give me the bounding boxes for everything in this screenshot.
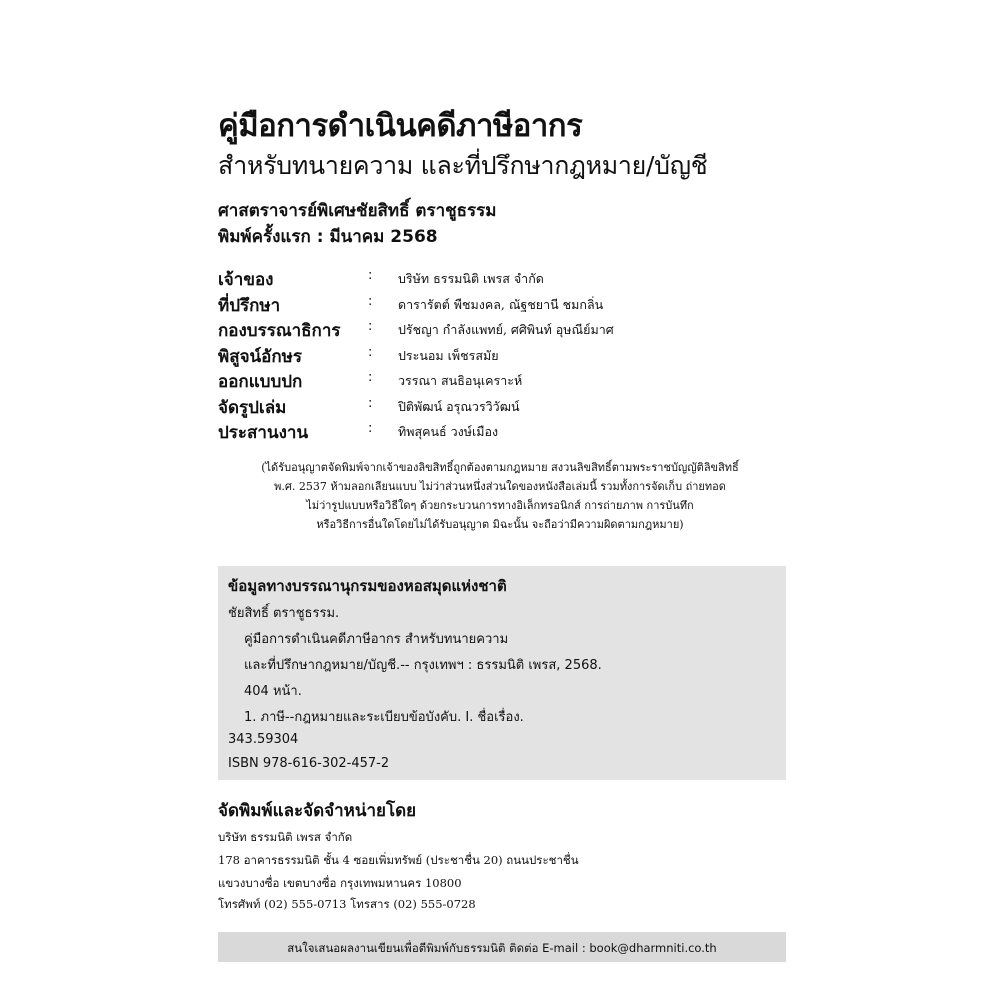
credit-name: ปิติพัฒน์ อรุณวรวิวัฒน์: [398, 398, 520, 414]
catalog-line: และที่ปรึกษากฎหมาย/บัญชี.-- กรุงเทพฯ : ธรรมนิติ เพรส, 2568.: [244, 658, 602, 673]
credit-colon: :: [368, 319, 373, 334]
publisher-heading: จัดพิมพ์และจัดจำหน่ายโดย: [218, 801, 417, 821]
credit-row: [218, 419, 778, 445]
catalog-box: [218, 566, 786, 780]
credit-colon: :: [368, 293, 373, 309]
catalog-line: 404 หน้า.: [244, 684, 302, 699]
edition-info: พิมพ์ครั้งแรก : มีนาคม 2568: [218, 227, 438, 247]
credit-name: ดารารัตต์ พืชมงคล, ณัฐชยานี ชมกลิ่น: [398, 296, 604, 312]
credit-row: [218, 292, 778, 318]
credit-colon: :: [368, 268, 373, 283]
credit-role: เจ้าของ: [218, 270, 274, 290]
copyright-line: หรือวิธีการอื่นใดโดยไม่ได้รับอนุญาต มิฉะนั้น จะถือว่ามีความผิดตามกฎหมาย): [316, 518, 684, 531]
credit-colon: :: [368, 395, 373, 411]
copyright-line: (ได้รับอนุญาตจัดพิมพ์จากเจ้าของลิขสิทธิ์ถูกต้องตามกฎหมาย สงวนลิขสิทธิ์ตามพระราชบัญญัติลิขสิทธิ์: [261, 461, 739, 474]
credit-role: ประสานงาน: [218, 423, 309, 443]
credit-colon: :: [368, 421, 373, 436]
credit-role: จัดรูปเล่ม: [218, 397, 287, 418]
credit-role: ที่ปรึกษา: [218, 295, 281, 316]
book-title: คู่มือการดำเนินคดีภาษีอากร: [218, 108, 583, 144]
copyright-notice: [212, 458, 788, 534]
publisher-line: 178 อาคารธรรมนิติ ชั้น 4 ซอยเพิ่มทรัพย์ (ประชาชื่น 20) ถนนประชาชื่น: [218, 853, 579, 867]
catalog-line: 343.59304: [228, 732, 299, 747]
catalog-line: ISBN 978-616-302-457-2: [228, 756, 390, 771]
credit-name: วรรณา สนธิอนุเคราะห์: [398, 373, 523, 388]
credits-list: [218, 266, 778, 445]
credit-role: ออกแบบปก: [218, 372, 303, 392]
catalog-line: 1. ภาษี--กฎหมายและระเบียบข้อบังคับ. I. ชื่อเรื่อง.: [244, 710, 524, 725]
credit-role: พิสูจน์อักษร: [218, 346, 303, 367]
contact-box: [218, 932, 786, 962]
author-name: ศาสตราจารย์พิเศษชัยสิทธิ์ ตราชูธรรม: [218, 201, 497, 221]
publisher-line: บริษัท ธรรมนิติ เพรส จำกัด: [218, 830, 353, 844]
credit-row: [218, 317, 778, 343]
credit-name: ปรัชญา กำลังแพทย์, ศศิพินท์ อุษณีย์มาศ: [398, 322, 614, 337]
catalog-heading: ข้อมูลทางบรรณานุกรมของหอสมุดแห่งชาติ: [228, 577, 507, 595]
publisher-line: โทรศัพท์ (02) 555-0713 โทรสาร (02) 555-0728: [218, 897, 476, 911]
copyright-line: พ.ศ. 2537 ห้ามลอกเลียนแบบ ไม่ว่าส่วนหนึ่งส่วนใดของหนังสือเล่มนี้ รวมทั้งการจัดเก็บ ถ่ายทอด: [274, 480, 726, 493]
catalog-line: ชัยสิทธิ์ ตราชูธรรม.: [228, 606, 340, 621]
credit-colon: :: [368, 344, 373, 360]
book-subtitle: สำหรับทนายความ และที่ปรึกษากฎหมาย/บัญชี: [218, 151, 708, 180]
publisher-line: แขวงบางซื่อ เขตบางซื่อ กรุงเทพมหานคร 10800: [218, 876, 462, 890]
credit-name: ประนอม เพ็ชรสมัย: [398, 347, 499, 363]
credit-name: ทิพสุคนธ์ วงษ์เมือง: [398, 424, 499, 439]
credit-row: [218, 343, 778, 369]
credit-role: กองบรรณาธิการ: [218, 321, 341, 341]
credit-row: [218, 266, 778, 292]
copyright-line: ไม่ว่ารูปแบบหรือวิธีใดๆ ด้วยกระบวนการทางอิเล็กทรอนิกส์ การถ่ายภาพ การบันทึก: [306, 499, 694, 512]
credit-row: [218, 394, 778, 420]
credit-row: [218, 368, 778, 394]
catalog-line: คู่มือการดำเนินคดีภาษีอากร สำหรับทนายความ: [244, 632, 509, 647]
credit-colon: :: [368, 370, 373, 385]
credit-name: บริษัท ธรรมนิติ เพรส จำกัด: [398, 271, 544, 286]
contact-text: สนใจเสนอผลงานเขียนเพื่อตีพิมพ์กับธรรมนิติ ติดต่อ E-mail : book@dharmniti.co.th: [287, 941, 717, 955]
